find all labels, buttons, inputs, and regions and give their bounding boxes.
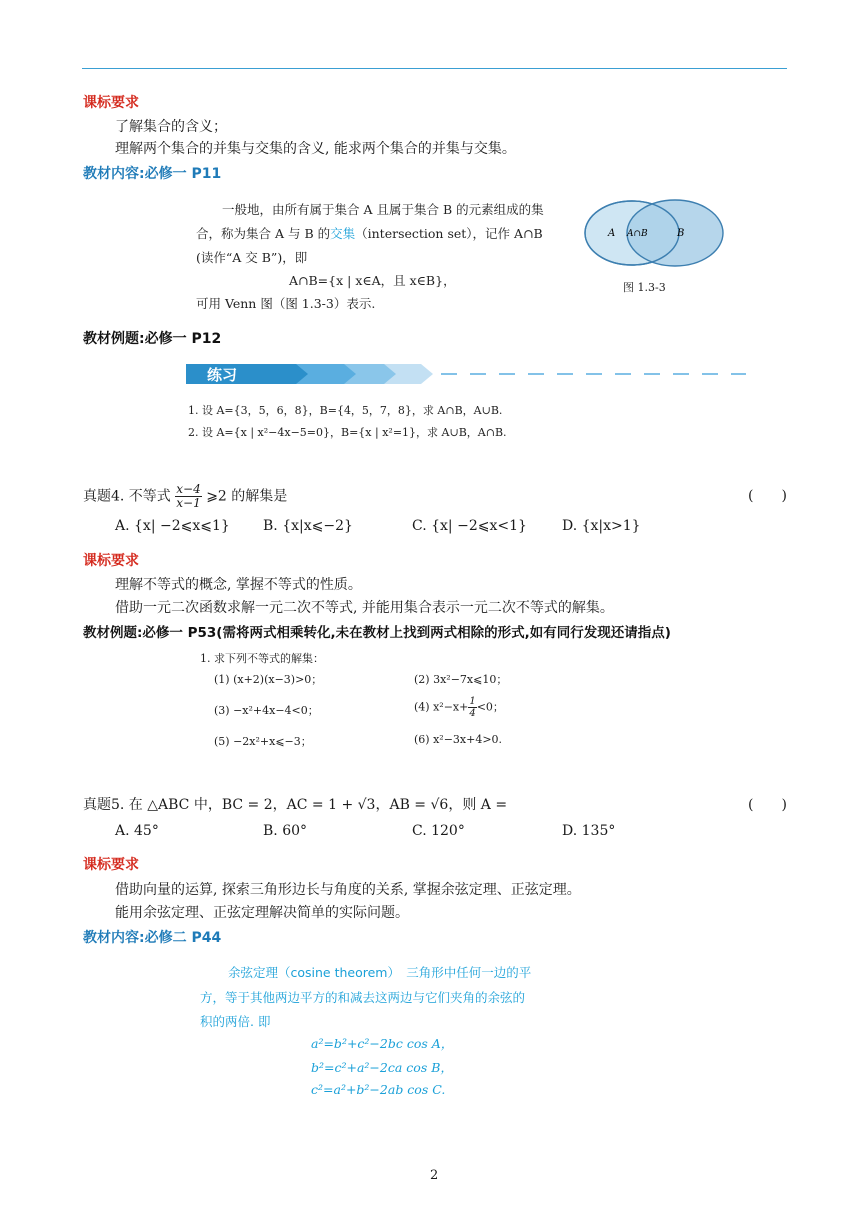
definition-text: 一般地，由所有属于集合 A 且属于集合 B 的元素组成的集 [222, 202, 544, 217]
practice-item: 1. 设 A={3，5，6，8}，B={4，5，7，8}，求 A∩B，A∪B. [188, 404, 503, 417]
definition-text: 合，称为集合 A 与 B 的交集（intersection set），记作 A∩B [196, 226, 543, 241]
term-highlight: 交集 [330, 226, 356, 241]
option-d: D. 135° [562, 823, 616, 839]
question-stem: 真题5. 在 △ABC 中，BC = 2，AC = 1 + √3，AB = √6，则 A = [83, 797, 508, 813]
section-heading: 课标要求 [83, 553, 139, 569]
requirement-line: 理解两个集合的并集与交集的含义, 能求两个集合的并集与交集。 [115, 141, 516, 157]
theorem-text: 余弦定理（cosine theorem） 三角形中任何一边的平 [228, 965, 532, 980]
section-heading: 课标要求 [83, 95, 139, 111]
requirement-line: 理解不等式的概念, 掌握不等式的性质。 [115, 577, 362, 593]
textbook-example-label: 教材例题:必修一 P53(需将两式相乘转化,未在教材上找到两式相除的形式,如有同行发现还请指点) [83, 625, 671, 641]
venn-diagram [580, 196, 725, 274]
exercise-title: 1. 求下列不等式的解集： [200, 652, 324, 665]
exercise-item: (4) x²−x+ $\frac{1}{4}$ <0； [414, 696, 504, 719]
exercise-item: (1) (x+2)(x−3)>0； [214, 673, 323, 686]
practice-banner [186, 362, 746, 386]
option-c: C. {x| −2⩽x<1} [412, 518, 527, 534]
textbook-content-label: 教材内容:必修一 P11 [83, 166, 222, 182]
practice-item: 2. 设 A={x | x²−4x−5=0}，B={x | x²=1}，求 A∪B，A∩B. [188, 426, 507, 439]
cosine-formula: c²=a²+b²−2ab cos C. [311, 1082, 446, 1097]
top-rule [82, 68, 787, 69]
requirement-line: 借助向量的运算, 探索三角形边长与角度的关系, 掌握余弦定理、正弦定理。 [115, 882, 581, 898]
exercise-item: (2) 3x²−7x⩽10； [414, 673, 508, 686]
question-stem: 真题4. 不等式 $\frac{x-4}{x-1}$ ⩾2 的解集是 [83, 482, 288, 510]
answer-blank: ( ) [748, 797, 787, 813]
option-d: D. {x|x>1} [562, 518, 641, 534]
figure-caption: 图 1.3-3 [623, 281, 666, 294]
option-b: B. 60° [263, 823, 308, 839]
textbook-content-label: 教材内容:必修二 P44 [83, 930, 222, 946]
theorem-text: 方，等于其他两边平方的和减去这两边与它们夹角的余弦的 [200, 990, 526, 1005]
venn-label-b: B [677, 228, 685, 239]
textbook-example-label: 教材例题:必修一 P12 [83, 331, 222, 347]
theorem-text: 积的两倍. 即 [200, 1014, 271, 1029]
definition-text: (读作“A 交 B”)，即 [196, 250, 308, 265]
option-a: A. 45° [115, 823, 159, 839]
exercise-item: (6) x²−3x+4>0. [414, 733, 503, 746]
intersection-formula: A∩B={x | x∈A，且 x∈B}， [289, 273, 456, 288]
definition-text: 可用 Venn 图（图 1.3-3）表示. [196, 296, 376, 311]
requirement-line: 能用余弦定理、正弦定理解决简单的实际问题。 [115, 905, 409, 921]
venn-label-intersection: A∩B [627, 229, 648, 239]
answer-blank: ( ) [748, 488, 787, 504]
exercise-item: (3) −x²+4x−4<0； [214, 704, 319, 717]
practice-title: 练习 [207, 366, 238, 384]
exercise-item: (5) −2x²+x⩽−3； [214, 735, 312, 748]
page-number: 2 [430, 1168, 439, 1183]
requirement-line: 借助一元二次函数求解一元二次不等式, 并能用集合表示一元二次不等式的解集。 [115, 600, 614, 616]
option-a: A. {x| −2⩽x⩽1} [115, 518, 230, 534]
venn-label-a: A [608, 228, 616, 239]
cosine-formula: a²=b²+c²−2bc cos A， [311, 1036, 454, 1051]
option-b: B. {x|x⩽−2} [263, 518, 353, 534]
cosine-formula: b²=c²+a²−2ca cos B， [311, 1060, 453, 1075]
fraction: $\frac{x-4}{x-1}$ [176, 482, 201, 510]
requirement-line: 了解集合的含义； [115, 119, 227, 135]
section-heading: 课标要求 [83, 857, 139, 873]
option-c: C. 120° [412, 823, 465, 839]
